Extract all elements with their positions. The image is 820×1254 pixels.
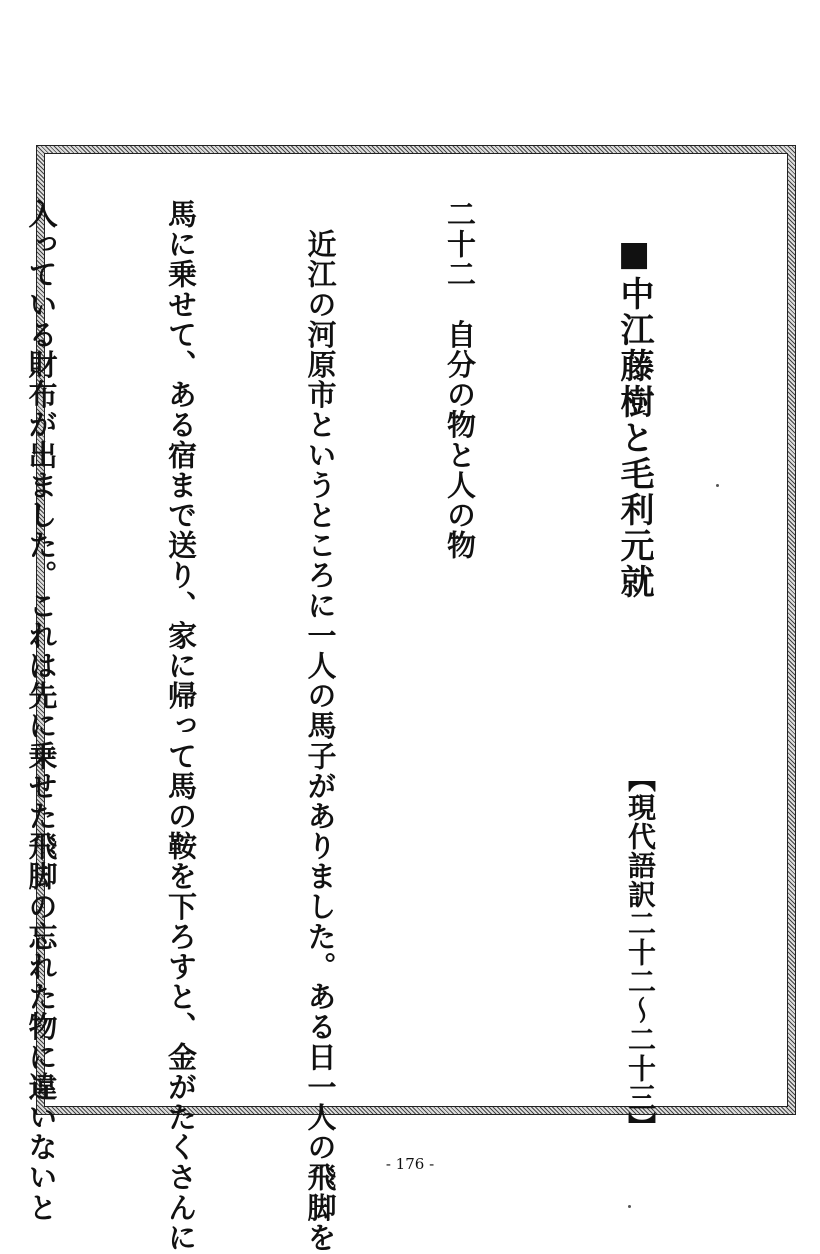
title-square-mark: ■: [614, 234, 654, 276]
page-subtitle: 【現代語訳二十二～二十三】: [624, 764, 657, 1141]
title-text: 中江藤樹と毛利元就: [614, 276, 654, 600]
text-line: 馬に乗せて、ある宿まで送り、家に帰って馬の鞍を下ろすと、金がたくさんに: [164, 199, 198, 1253]
section-heading: 二十二 自分の物と人の物: [443, 199, 477, 561]
scan-speck: [628, 1205, 631, 1208]
page-title: [610, 234, 659, 600]
page-number: - 176 -: [385, 1155, 435, 1173]
text-line: 近江の河原市というところに一人の馬子がありました。ある日一人の飛脚を: [303, 199, 338, 1253]
text-line: 入っている財布が出ました。これは先に乗せた飛脚の忘れた物に違いないと: [24, 199, 59, 1223]
scan-speck: [716, 484, 719, 487]
